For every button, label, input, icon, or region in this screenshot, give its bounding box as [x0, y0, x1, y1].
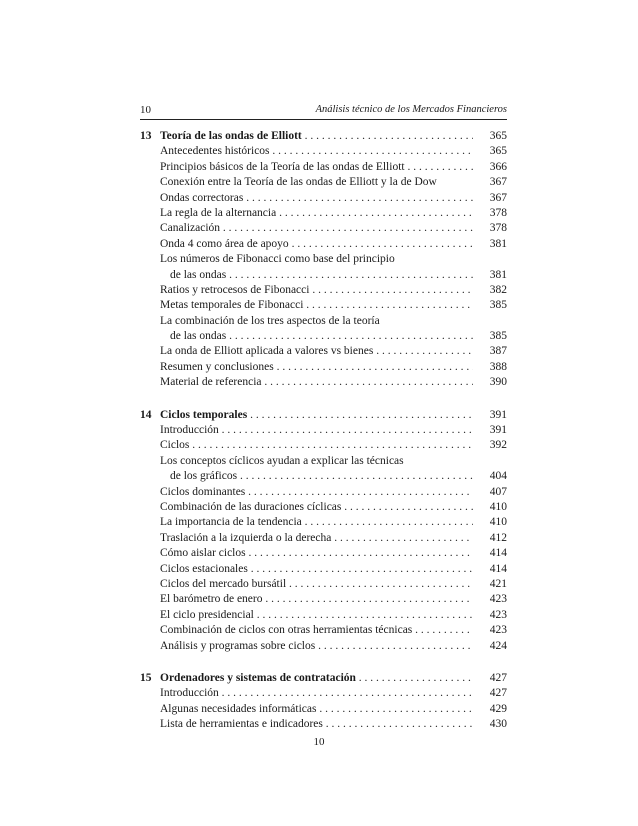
entry-page-number: 430	[489, 718, 507, 731]
entry-title: Resumen y conclusiones . . .	[160, 360, 473, 375]
entry-title: Metas temporales de Fibonacci . . .	[160, 298, 473, 313]
running-title: Análisis técnico de los Mercados Financieros	[315, 104, 507, 115]
chapter-title: Ciclos temporales . . .	[160, 408, 473, 423]
entry-page-number: 381	[489, 268, 507, 281]
toc-entry	[140, 702, 507, 717]
entry-title: Principios básicos de la Teoría de las ondas de Elliott . . .	[160, 160, 473, 175]
entry-title: Ondas correctoras . . .	[160, 191, 473, 206]
toc-entry	[140, 191, 507, 206]
entry-page-number: 427	[489, 671, 507, 684]
entry-title: Onda 4 como área de apoyo . . .	[160, 237, 473, 252]
entry-title: La onda de Elliott aplicada a valores vs bienes . . .	[160, 344, 473, 359]
toc-entry	[140, 438, 507, 453]
entry-page-number: 410	[489, 500, 507, 513]
toc-entry	[140, 577, 507, 592]
entry-title: Ciclos dominantes . . .	[160, 485, 473, 500]
toc-entry	[140, 344, 507, 359]
entry-page-number: 412	[489, 531, 507, 544]
entry-title: Ciclos del mercado bursátil . . .	[160, 577, 473, 592]
chapter-block	[140, 671, 507, 733]
entry-title: Ratios y retrocesos de Fibonacci . . .	[160, 283, 473, 298]
toc-entry	[140, 515, 507, 530]
chapter-block	[140, 129, 507, 391]
toc-entry	[140, 360, 507, 375]
entry-title: de las ondas . . .	[170, 329, 473, 344]
footer-page-number: 10	[313, 736, 325, 748]
entry-title: El barómetro de enero . . .	[160, 592, 473, 607]
toc-entry	[140, 283, 507, 298]
entry-title: Los números de Fibonacci como base del principio	[160, 253, 395, 266]
toc-entry	[140, 329, 507, 344]
entry-page-number: 378	[489, 222, 507, 235]
toc-entry	[140, 500, 507, 515]
entry-page-number: 367	[489, 191, 507, 204]
chapter-title-row	[140, 408, 507, 423]
chapter-title: Ordenadores y sistemas de contratación . . .	[160, 671, 473, 686]
entry-page-number: 407	[489, 485, 507, 498]
chapter-number: 14	[140, 408, 152, 421]
toc-entry	[140, 268, 507, 283]
toc-entry	[140, 160, 507, 175]
entry-title: de los gráficos . . .	[170, 469, 473, 484]
toc-entry	[140, 531, 507, 546]
entry-page-number: 423	[489, 624, 507, 637]
entry-title: Introducción . . .	[160, 423, 473, 438]
entry-page-number: 423	[489, 608, 507, 621]
chapter-number: 13	[140, 130, 152, 142]
entry-title: Material de referencia . . .	[160, 375, 473, 390]
entry-page-number: 429	[489, 702, 507, 715]
entry-page-number: 385	[489, 330, 507, 343]
entry-page-number: 410	[489, 516, 507, 529]
chapter-title: Teoría de las ondas de Elliott . . .	[160, 129, 473, 144]
entry-title: Introducción . . .	[160, 686, 473, 701]
table-of-contents	[140, 129, 507, 732]
toc-entry	[140, 298, 507, 313]
entry-page-number: 381	[489, 237, 507, 250]
entry-page-number: 414	[489, 547, 507, 560]
entry-title: Cómo aislar ciclos . . .	[160, 546, 473, 561]
toc-entry	[140, 608, 507, 623]
entry-title: Algunas necesidades informáticas . . .	[160, 702, 473, 717]
entry-title: Ciclos . . .	[160, 438, 473, 453]
entry-page-number: 366	[489, 160, 507, 173]
toc-entry	[140, 423, 507, 438]
running-header	[140, 104, 507, 120]
toc-entry	[140, 717, 507, 732]
toc-entry	[140, 562, 507, 577]
toc-entry	[140, 485, 507, 500]
toc-entry	[140, 454, 507, 469]
entry-page-number: 392	[489, 439, 507, 452]
entry-page-number: 414	[489, 562, 507, 575]
chapter-title-row	[140, 129, 507, 144]
toc-entry	[140, 206, 507, 221]
toc-entry	[140, 221, 507, 236]
entry-page-number: 421	[489, 577, 507, 590]
entry-page-number: 367	[489, 176, 507, 189]
toc-entry	[140, 546, 507, 561]
entry-title: La combinación de los tres aspectos de la teoría	[160, 314, 380, 327]
entry-title: Análisis y programas sobre ciclos . . .	[160, 639, 473, 654]
toc-entry	[140, 592, 507, 607]
entry-title: Combinación de ciclos con otras herramientas técnicas . . .	[160, 623, 473, 638]
entry-page-number: 423	[489, 593, 507, 606]
toc-entry	[140, 175, 507, 190]
entry-title: El ciclo presidencial . . .	[160, 608, 473, 623]
chapter-title-row	[140, 671, 507, 686]
toc-entry	[140, 623, 507, 638]
entry-page-number: 424	[489, 639, 507, 652]
entry-page-number: 391	[489, 408, 507, 421]
entry-title: Canalización . . .	[160, 221, 473, 236]
entry-page-number: 382	[489, 283, 507, 296]
header-page-number: 10	[140, 104, 151, 116]
entry-title: La importancia de la tendencia . . .	[160, 515, 473, 530]
toc-entry	[140, 252, 507, 267]
toc-entry	[140, 314, 507, 329]
entry-title: Conexión entre la Teoría de las ondas de Elliott y la de Dow	[160, 176, 437, 189]
entry-title: La regla de la alternancia . . .	[160, 206, 473, 221]
entry-page-number: 365	[489, 130, 507, 142]
chapter-block	[140, 408, 507, 654]
entry-page-number: 365	[489, 145, 507, 158]
entry-title: Los conceptos cíclicos ayudan a explicar las técnicas	[160, 454, 404, 467]
entry-page-number: 427	[489, 687, 507, 700]
entry-page-number: 404	[489, 470, 507, 483]
toc-entry	[140, 686, 507, 701]
chapter-number: 15	[140, 671, 152, 684]
entry-page-number: 391	[489, 424, 507, 437]
entry-page-number: 388	[489, 360, 507, 373]
toc-entry	[140, 144, 507, 159]
entry-page-number: 378	[489, 206, 507, 219]
entry-title: Traslación a la izquierda o la derecha . . .	[160, 531, 473, 546]
entry-title: de las ondas . . .	[170, 268, 473, 283]
toc-entry	[140, 469, 507, 484]
entry-page-number: 387	[489, 345, 507, 358]
entry-title: Antecedentes históricos . . .	[160, 144, 473, 159]
entry-page-number: 390	[489, 376, 507, 389]
entry-page-number: 385	[489, 299, 507, 312]
entry-title: Ciclos estacionales . . .	[160, 562, 473, 577]
entry-title: Combinación de las duraciones cíclicas . . .	[160, 500, 473, 515]
entry-title: Lista de herramientas e indicadores . . .	[160, 717, 473, 732]
toc-entry	[140, 639, 507, 654]
toc-entry	[140, 375, 507, 390]
toc-entry	[140, 237, 507, 252]
